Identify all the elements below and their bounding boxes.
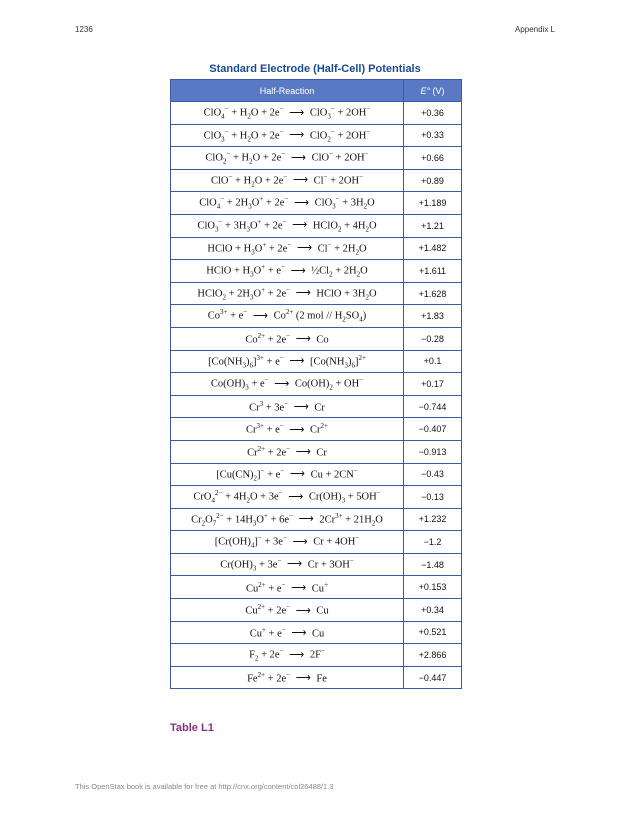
table-row [171,395,462,418]
half-reaction-cell: $F_2 + 2e^-$ ⟶ 2F− [171,644,404,667]
table-caption: Table L1 [170,722,214,734]
table-row [171,124,462,147]
half-reaction-cell: $ClO_3^- + H_2O + 2e^-$ ⟶ ClO$_2$− + 2OH− [171,124,404,147]
table-row [171,237,462,260]
page-number: 1236 [75,25,93,34]
table-row [171,305,462,328]
table-row [171,621,462,644]
potential-value-cell: −1.48 [404,553,462,576]
column-header-potential [404,80,462,102]
table-row [171,350,462,373]
potential-value-cell: +0.1 [404,350,462,373]
potential-value-cell: +1.482 [404,237,462,260]
table-row [171,373,462,396]
potential-value-cell: +0.153 [404,576,462,599]
potential-value-cell: −0.447 [404,666,462,689]
potential-value-cell: −0.28 [404,327,462,350]
half-reaction-cell: $Cr_2O_7^{2-} + 14H_3O^+ + 6e^-$ ⟶ $2Cr^{3+} + 21H_2O$ [171,508,404,531]
column-header-half-reaction: Half-Reaction [171,80,404,102]
potential-value-cell: +1.83 [404,305,462,328]
table-row [171,169,462,192]
table-row [171,418,462,441]
potential-value-cell: +0.17 [404,373,462,396]
table-row [171,576,462,599]
half-reaction-cell: $[Co(NH_3)_6]^{3+} + e^-$ ⟶ $[Co(NH_3)_6]^{2+}$ [171,350,404,373]
half-reaction-cell: $Co^{3+} + e^-$ ⟶ $Co^{2+}$ (2 mol // $H_2SO_4$) [171,305,404,328]
potential-value-cell: +1.21 [404,214,462,237]
potential-symbol: E° [420,85,431,96]
half-reaction-cell: $Cr^3 + 3e^-$ ⟶ Cr [171,395,404,418]
potential-value-cell: +0.33 [404,124,462,147]
table-row [171,486,462,509]
half-reaction-cell: $ClO_2^- + H_2O + 2e^-$ ⟶ ClO− + 2OH− [171,147,404,170]
table-row [171,599,462,622]
potential-value-cell: −0.407 [404,418,462,441]
half-reaction-cell: HClO + $H_3O^+ + e^-$ ⟶ $\frac{1}{2}Cl_2 + 2H_2O$ [171,260,404,283]
half-reaction-cell: $[Cr(OH)_4]^- + 3e^-$ ⟶ Cr + 4OH− [171,531,404,554]
potential-value-cell: +0.36 [404,102,462,125]
table-row [171,260,462,283]
table-row [171,508,462,531]
half-reaction-cell: HClO + $H_3O^+ + 2e^-$ ⟶ $Cl^- + 2H_2O$ [171,237,404,260]
half-reaction-cell: $[Cu(CN)_2]^- + e^-$ ⟶ Cu + 2CN− [171,463,404,486]
half-reaction-cell: $Cu^{2+} + 2e^-$ ⟶ Cu [171,599,404,622]
half-reaction-cell: $Co^{2+} + 2e^-$ ⟶ Co [171,327,404,350]
potential-unit: (V) [430,85,445,96]
table-header-row [171,80,462,102]
potential-value-cell: +1.611 [404,260,462,283]
potential-value-cell: +1.189 [404,192,462,215]
page-footer: This OpenStax book is available for free at http://cnx.org/content/col26488/1.3 [75,782,334,791]
potential-value-cell: +0.521 [404,621,462,644]
half-reaction-cell: $ClO_3^- + 3H_3O^+ + 2e^-$ ⟶ HClO$_2$ + $4H_2O$ [171,214,404,237]
table-row [171,440,462,463]
potential-value-cell: −0.43 [404,463,462,486]
table-row [171,644,462,667]
half-reaction-cell: $ClO_4^- + 2H_3O^+ + 2e^-$ ⟶ $ClO_3^- + 3H_2O$ [171,192,404,215]
table-row [171,147,462,170]
running-head: Appendix L [514,25,555,34]
half-reaction-cell: $Cu^{2+} + e^-$ ⟶ Cu+ [171,576,404,599]
half-reaction-cell: $Fe^{2+} + 2e^-$ ⟶ Fe [171,666,404,689]
electrode-potentials-table [170,79,462,689]
potential-value-cell: −0.744 [404,395,462,418]
potential-value-cell: −0.13 [404,486,462,509]
potential-value-cell: +0.66 [404,147,462,170]
table-row [171,463,462,486]
table-row [171,192,462,215]
potential-value-cell: +1.232 [404,508,462,531]
table-row [171,531,462,554]
half-reaction-cell: $ClO_4^- + H_2O + 2e^-$ ⟶ ClO$_3$− + 2OH− [171,102,404,125]
potential-value-cell: +1.628 [404,282,462,305]
potential-value-cell: +0.89 [404,169,462,192]
table-row [171,553,462,576]
half-reaction-cell: $ClO^- + H_2O + 2e^-$ ⟶ Cl− + 2OH− [171,169,404,192]
potential-value-cell: −0.913 [404,440,462,463]
potential-value-cell: −1.2 [404,531,462,554]
table-row [171,214,462,237]
table-row [171,102,462,125]
potential-value-cell: +0.34 [404,599,462,622]
half-reaction-cell: $Cr^{3+} + e^-$ ⟶ $Cr^{2+}$ [171,418,404,441]
table-title: Standard Electrode (Half-Cell) Potentials [209,63,421,75]
half-reaction-cell: Cu+ + e− ⟶ Cu [171,621,404,644]
potential-value-cell: +2.866 [404,644,462,667]
half-reaction-cell: $CrO_4^{2-} + 4H_2O + 3e^-$ ⟶ $Cr(OH)_3 + 5OH^-$ [171,486,404,509]
half-reaction-cell: $Cr(OH)_3 + 3e^-$ ⟶ Cr + 3OH− [171,553,404,576]
half-reaction-cell: HClO$_2$ + $2H_3O^+ + 2e^-$ ⟶ HClO + $3H_2O$ [171,282,404,305]
table-row [171,282,462,305]
table-row [171,666,462,689]
half-reaction-cell: $Co(OH)_3 + e^-$ ⟶ $Co(OH)_2 + OH^-$ [171,373,404,396]
table-row [171,327,462,350]
half-reaction-cell: $Cr^{2+} + 2e^-$ ⟶ Cr [171,440,404,463]
